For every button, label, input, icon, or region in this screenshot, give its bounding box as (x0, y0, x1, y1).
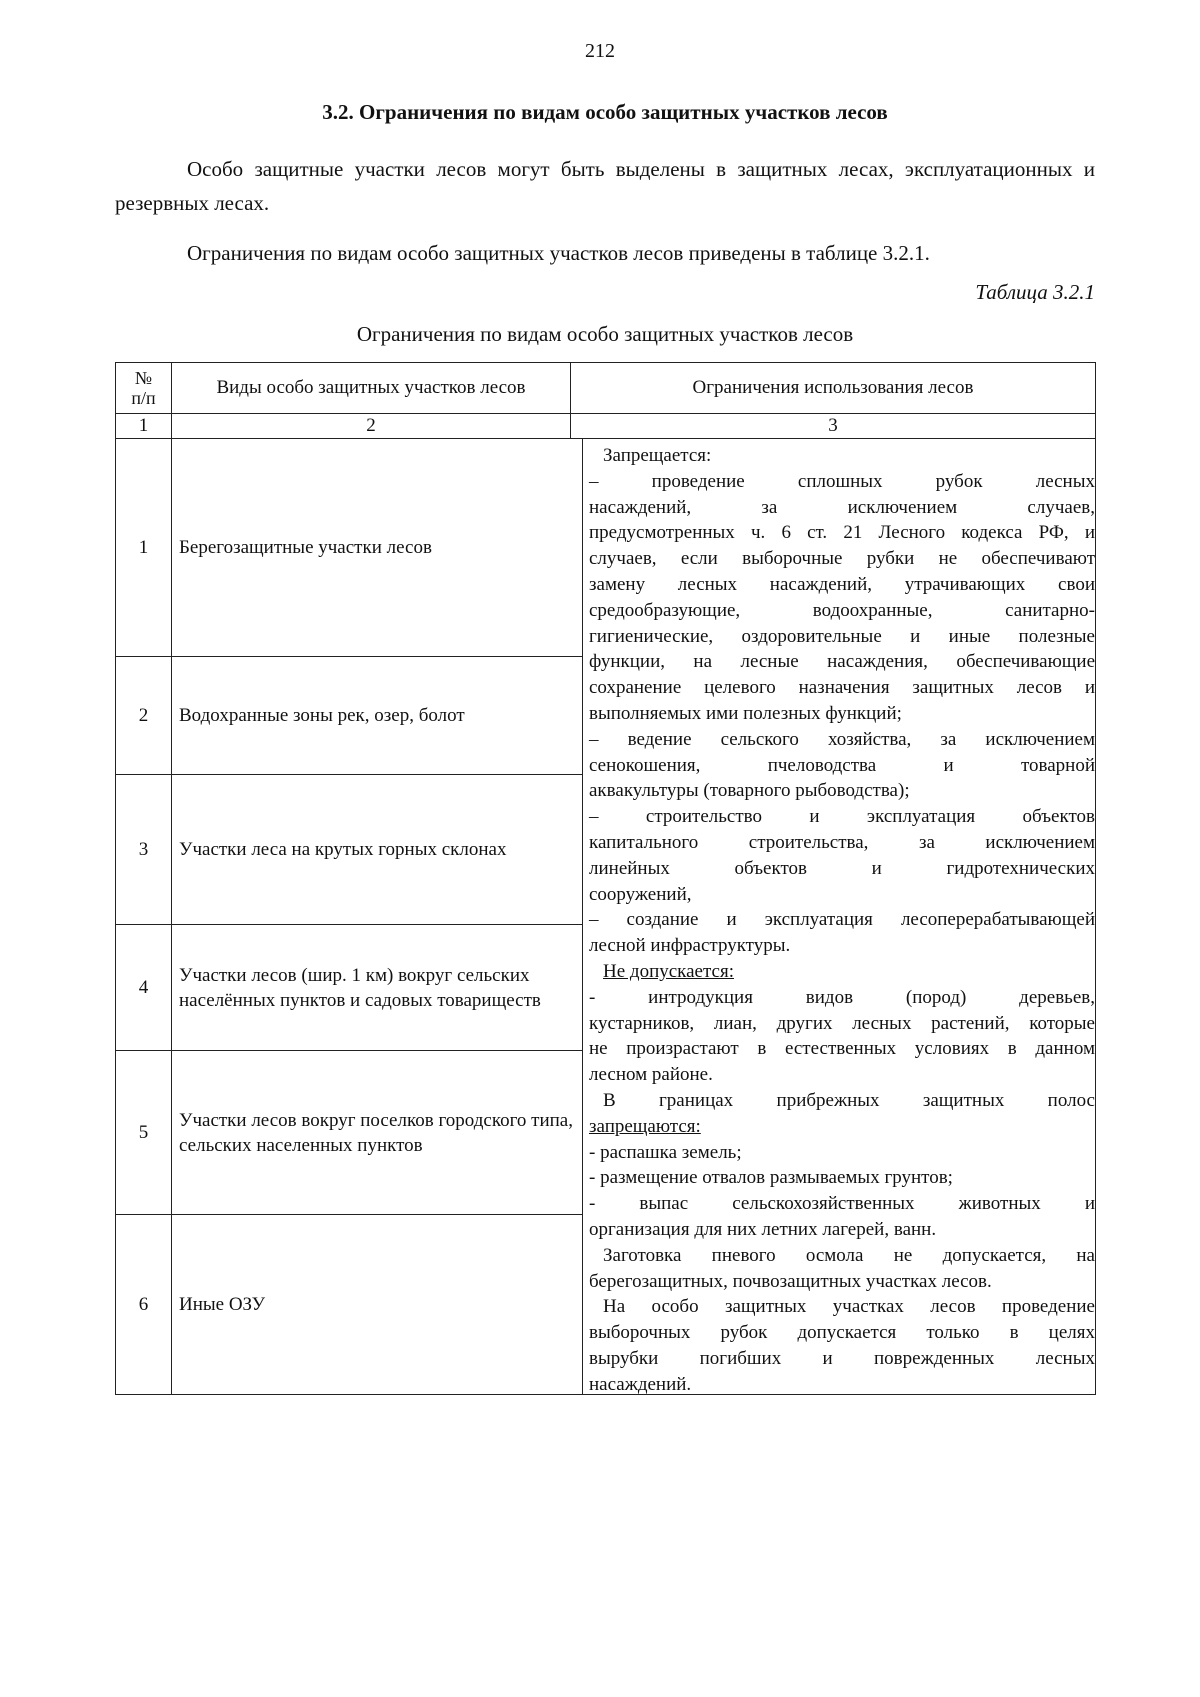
limits-line: Не допускается: (603, 960, 734, 982)
limits-line: гигиенические, оздоровительные и иные полезные (589, 625, 1095, 647)
header-num-pp: п/п (131, 388, 156, 408)
limits-line: средообразующие, водоохранные, санитарно- (589, 599, 1095, 621)
limits-line: аквакультуры (товарного рыбоводства); (589, 780, 910, 802)
limits-line: Заготовка пневого осмола не допускается, на (603, 1244, 1095, 1266)
limits-line: кустарников, лиан, других лесных растений, которые (589, 1012, 1095, 1034)
column-number: 1 (116, 414, 172, 439)
limits-cell (583, 439, 1096, 1395)
limits-line: не произрастают в естественных условиях в данном (589, 1038, 1095, 1060)
table-title: Ограничения по видам особо защитных участков лесов (356, 322, 854, 346)
column-numbers-row (116, 414, 1096, 439)
table-header-row (116, 363, 1096, 414)
limits-line: сохранение целевого назначения защитных лесов и (589, 677, 1095, 699)
header-limits: Ограничения использования лесов (571, 363, 1096, 414)
limits-line: сенокошения, пчеловодства и товарной (589, 754, 1095, 776)
limits-line: запрещаются: (589, 1115, 701, 1137)
row-number: 1 (116, 439, 172, 657)
limits-line: линейных объектов и гидротехнических (589, 857, 1095, 879)
row-type: Участки леса на крутых горных склонах (172, 775, 583, 925)
limits-line: – строительство и эксплуатация объектов (589, 806, 1095, 828)
limits-line: - распашка земель; (589, 1141, 742, 1163)
limits-line: - выпас сельскохозяйственных животных и (589, 1193, 1095, 1215)
limits-line: – проведение сплошных рубок лесных (589, 470, 1095, 492)
limits-line: сооружений, (589, 883, 692, 905)
row-type: Иные ОЗУ (172, 1215, 583, 1395)
limits-line: случаев, если выборочные рубки не обеспечивают (589, 548, 1095, 570)
limits-line: капитального строительства, за исключением (589, 831, 1095, 853)
column-number: 2 (172, 414, 571, 439)
limits-line: - интродукция видов (пород) деревьев, (589, 986, 1095, 1008)
page-number: 212 (585, 40, 615, 62)
row-type: Берегозащитные участки лесов (172, 439, 583, 657)
limits-line: функции, на лесные насаждения, обеспечивающие (589, 651, 1095, 673)
limits-line: В границах прибрежных защитных полос (603, 1089, 1095, 1111)
header-type: Виды особо защитных участков лесов (172, 363, 571, 414)
limits-text (583, 439, 1095, 1397)
row-type: Участки лесов (шир. 1 км) вокруг сельских населённых пунктов и садовых товариществ (172, 925, 583, 1051)
limits-line: берегозащитных, почвозащитных участках лесов. (589, 1270, 992, 1292)
table-row (116, 439, 1096, 657)
limits-line: Запрещается: (603, 445, 712, 466)
row-type: Водохранные зоны рек, озер, болот (172, 657, 583, 775)
limits-line: организация для них летних лагерей, ванн. (589, 1218, 937, 1240)
table-label: Таблица 3.2.1 (975, 280, 1095, 304)
header-num (116, 363, 172, 414)
restrictions-table (115, 362, 1096, 1395)
limits-line: лесном районе. (589, 1064, 713, 1086)
row-number: 5 (116, 1051, 172, 1215)
limits-line: – ведение сельского хозяйства, за исключением (589, 728, 1095, 750)
limits-line: На особо защитных участках лесов проведение (603, 1296, 1095, 1318)
limits-line: насаждений, за исключением случаев, (589, 496, 1095, 518)
row-number: 4 (116, 925, 172, 1051)
row-number: 3 (116, 775, 172, 925)
limits-line: насаждений. (589, 1373, 692, 1395)
row-number: 6 (116, 1215, 172, 1395)
limits-line: - размещение отвалов размываемых грунтов; (589, 1167, 953, 1189)
column-number: 3 (571, 414, 1096, 439)
limits-line: предусмотренных ч. 6 ст. 21 Лесного кодекса РФ, и (589, 522, 1095, 544)
limits-line: вырубки погибших и поврежденных лесных (589, 1347, 1095, 1369)
row-number: 2 (116, 657, 172, 775)
row-type: Участки лесов вокруг поселков городского типа, сельских населенных пунктов (172, 1051, 583, 1215)
intro-paragraph: Особо защитные участки лесов могут быть выделены в защитных лесах, эксплуатационных и резервных лесах. (115, 157, 1095, 215)
limits-line: выборочных рубок допускается только в целях (589, 1322, 1095, 1344)
section-heading: 3.2. Ограничения по видам особо защитных участков лесов (322, 100, 888, 124)
header-num-sign: № (134, 368, 153, 388)
limits-line: – создание и эксплуатация лесоперерабатывающей (589, 909, 1095, 931)
limits-line: замену лесных насаждений, утрачивающих свои (589, 573, 1095, 595)
limits-line: лесной инфраструктуры. (589, 935, 791, 957)
reference-paragraph: Ограничения по видам особо защитных участков лесов приведены в таблице 3.2.1. (187, 241, 930, 265)
limits-line: выполняемых ими полезных функций; (589, 702, 902, 724)
